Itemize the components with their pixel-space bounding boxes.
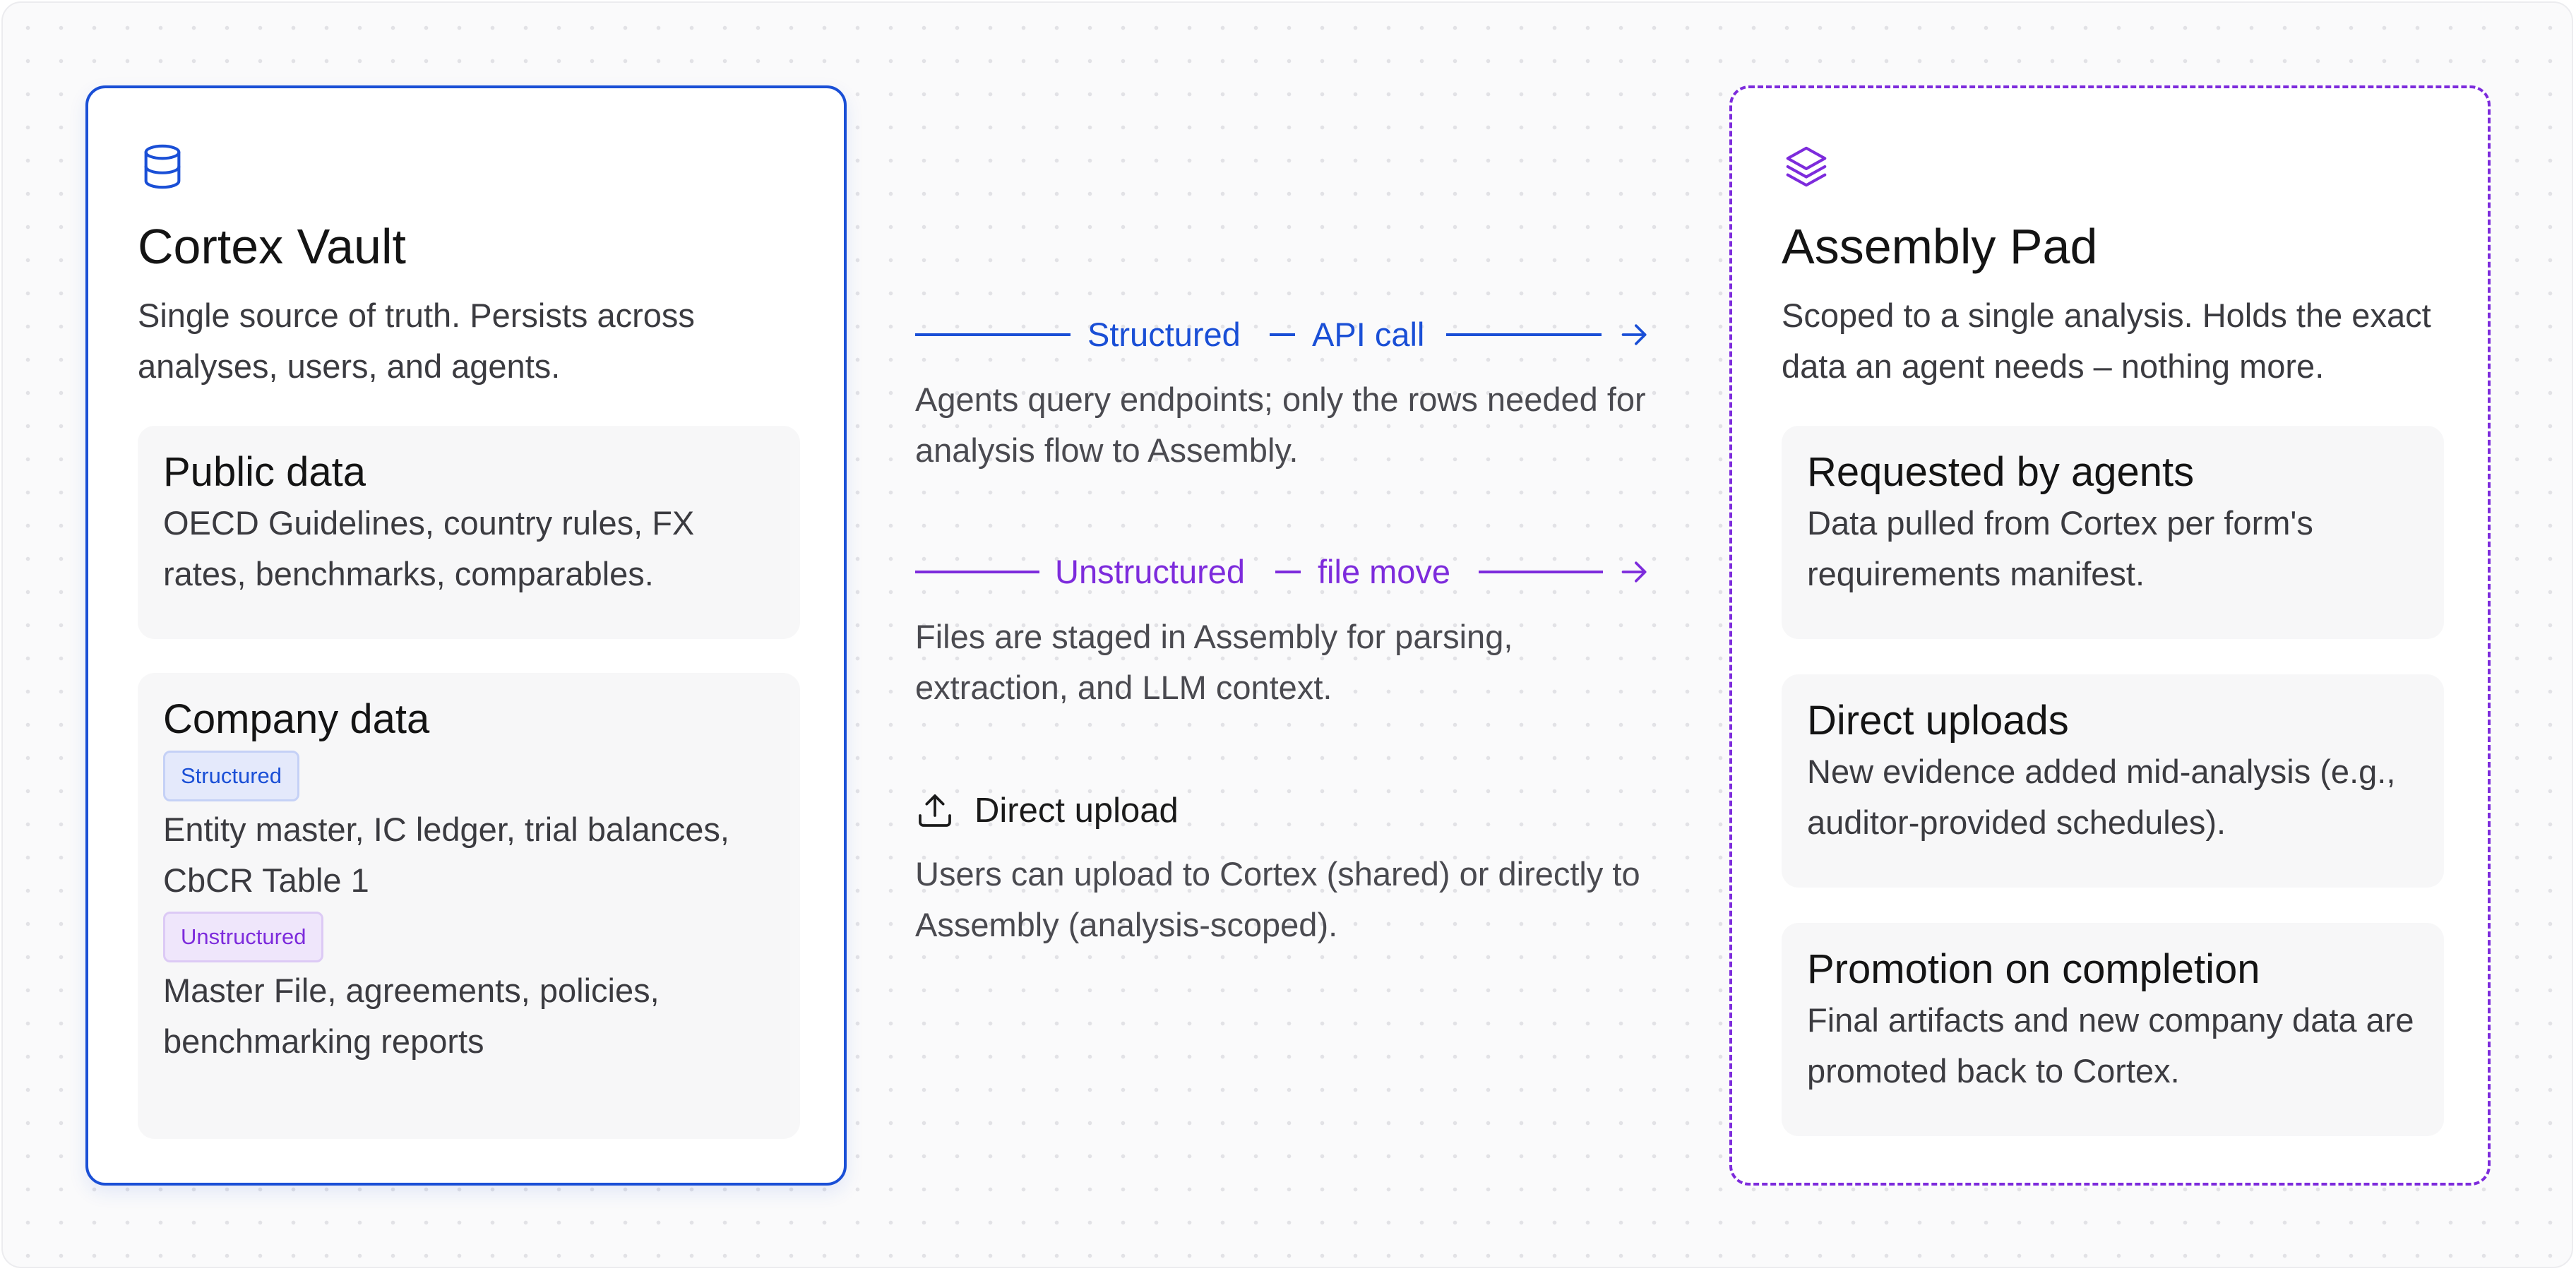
unstructured-badge: Unstructured	[163, 912, 323, 962]
section-body: Final artifacts and new company data are promoted back to Cortex.	[1807, 1001, 2414, 1090]
upload-icon	[915, 791, 955, 830]
structured-flow-action: API call	[1312, 316, 1425, 353]
unstructured-flow-arrow	[915, 549, 1657, 595]
flow-line	[915, 333, 1071, 336]
structured-badge: Structured	[163, 751, 299, 801]
requested-by-agents-panel	[1782, 426, 2444, 639]
public-data-panel	[138, 426, 800, 639]
public-data-body: OECD Guidelines, country rules, FX rates, benchmarks, comparables.	[163, 504, 695, 592]
unstructured-flow-kind: Unstructured	[1055, 553, 1246, 590]
assembly-pad-card	[1729, 85, 2491, 1186]
assembly-pad-title: Assembly Pad	[1782, 219, 2098, 274]
unstructured-flow-description: Files are staged in Assembly for parsing, extraction, and LLM context.	[915, 618, 1513, 706]
cortex-vault-card	[85, 85, 847, 1186]
direct-uploads-panel	[1782, 674, 2444, 888]
section-title: Promotion on completion	[1807, 946, 2260, 992]
structured-flow-kind: Structured	[1087, 316, 1241, 353]
structured-flow-description: Agents query endpoints; only the rows needed for analysis flow to Assembly.	[915, 381, 1646, 469]
flow-line	[1479, 571, 1603, 573]
section-title: Direct uploads	[1807, 698, 2069, 744]
unstructured-flow-action: file move	[1318, 553, 1451, 590]
company-data-title: Company data	[163, 696, 430, 742]
promotion-on-completion-panel	[1782, 923, 2444, 1136]
section-body: New evidence added mid-analysis (e.g., auditor-provided schedules).	[1807, 753, 2396, 841]
cortex-vault-title: Cortex Vault	[138, 219, 406, 274]
flow-line	[915, 571, 1039, 573]
database-icon	[138, 142, 187, 191]
cortex-vault-subtitle: Single source of truth. Persists across analyses, users, and agents.	[138, 297, 695, 385]
structured-data-body: Entity master, IC ledger, trial balances, CbCR Table 1	[163, 811, 729, 899]
arrow-right-icon	[1618, 319, 1651, 350]
structured-flow-arrow	[915, 312, 1657, 357]
section-body: Data pulled from Cortex per form's requirements manifest.	[1807, 504, 2313, 592]
layers-icon	[1782, 142, 1831, 191]
arrow-right-icon	[1618, 556, 1651, 587]
direct-upload-description: Users can upload to Cortex (shared) or directly to Assembly (analysis-scoped).	[915, 855, 1640, 943]
flow-line	[1446, 333, 1602, 336]
assembly-pad-subtitle: Scoped to a single analysis. Holds the exact data an agent needs – nothing more.	[1782, 297, 2431, 385]
flow-line	[1270, 333, 1295, 336]
unstructured-data-body: Master File, agreements, policies, benchmarking reports	[163, 972, 660, 1060]
public-data-title: Public data	[163, 449, 366, 495]
section-title: Requested by agents	[1807, 449, 2195, 495]
direct-upload-label: Direct upload	[974, 792, 1179, 830]
company-data-panel	[138, 673, 800, 1139]
flow-line	[1275, 571, 1301, 573]
